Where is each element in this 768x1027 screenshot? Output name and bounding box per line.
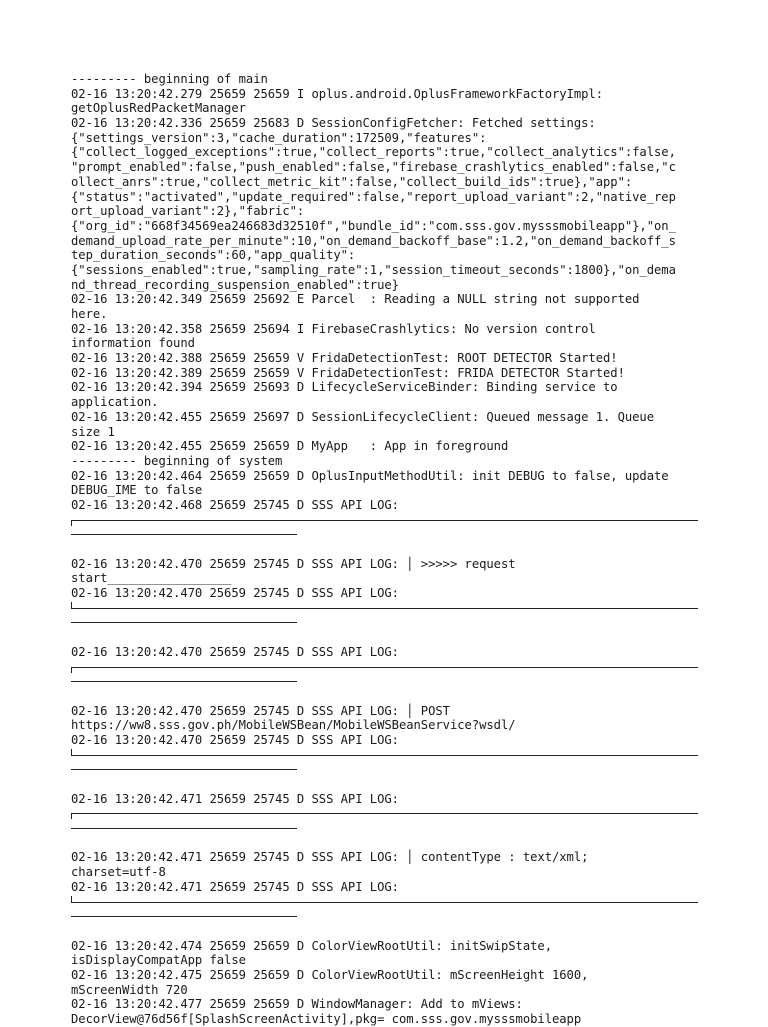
- log-line: 02-16 13:20:42.279 25659 25659 I oplus.android.OplusFrameworkFactoryImpl:: [71, 86, 603, 101]
- box-corner: [71, 749, 72, 755]
- log-line: --------- beginning of system: [71, 453, 283, 468]
- log-line: 02-16 13:20:42.470 25659 25745 D SSS API LOG: │ >>>>> request: [71, 556, 516, 571]
- border-continuation: [71, 762, 701, 777]
- log-output: [71, 72, 701, 1027]
- log-line: {"collect_logged_exceptions":true,"collect_reports":true,"collect_analytics":false,: [71, 145, 676, 160]
- log-line: https://ww8.sss.gov.ph/MobileWSBean/MobileWSBeanService?wsdl/: [71, 718, 516, 733]
- log-line: mScreenWidth 720: [71, 982, 188, 997]
- blank-line: [71, 689, 701, 704]
- log-line: 02-16 13:20:42.470 25659 25745 D SSS API LOG:: [71, 644, 399, 659]
- rule-line: [71, 902, 698, 903]
- box-bottom-border: [71, 748, 701, 763]
- log-line: size 1: [71, 424, 115, 439]
- log-line: 02-16 13:20:42.388 25659 25659 V FridaDetectionTest: ROOT DETECTOR Started!: [71, 351, 618, 366]
- log-line: 02-16 13:20:42.349 25659 25692 E Parcel : Reading a NULL string not supported: [71, 292, 640, 307]
- log-line: 02-16 13:20:42.394 25659 25693 D LifecycleServiceBinder: Binding service to: [71, 380, 618, 395]
- rule-line: [71, 667, 698, 668]
- rule-line: [71, 813, 698, 814]
- log-line: "prompt_enabled":false,"push_enabled":false,"firebase_crashlytics_enabled":false,"c: [71, 160, 676, 175]
- log-line: start_________________: [71, 571, 232, 586]
- log-line: 02-16 13:20:42.389 25659 25659 V FridaDetectionTest: FRIDA DETECTOR Started!: [71, 365, 625, 380]
- border-continuation: [71, 909, 701, 924]
- rule-line: [71, 608, 698, 609]
- log-line: tep_duration_seconds":60,"app_quality":: [71, 248, 356, 263]
- blank-line: [71, 836, 701, 851]
- log-line: 02-16 13:20:42.470 25659 25745 D SSS API LOG: │ POST: [71, 703, 450, 718]
- box-corner: [71, 602, 72, 608]
- box-top-border: [71, 513, 701, 528]
- log-line: application.: [71, 395, 159, 410]
- log-line: 02-16 13:20:42.470 25659 25745 D SSS API LOG:: [71, 732, 399, 747]
- box-corner: [71, 813, 72, 819]
- log-line: 02-16 13:20:42.358 25659 25694 I FirebaseCrashlytics: No version control: [71, 321, 596, 336]
- log-line: 02-16 13:20:42.470 25659 25745 D SSS API LOG:: [71, 586, 399, 601]
- rule-line: [71, 622, 297, 623]
- rule-line: [71, 520, 698, 521]
- log-line: DecorView@76d56f[SplashScreenActivity],pkg= com.sss.gov.mysssmobileapp: [71, 1012, 582, 1026]
- log-line: 02-16 13:20:42.471 25659 25745 D SSS API LOG:: [71, 791, 399, 806]
- log-line: nd_thread_recording_suspension_enabled":true}: [71, 277, 399, 292]
- log-line: {"sessions_enabled":true,"sampling_rate":1,"session_timeout_seconds":1800},"on_dema: [71, 262, 676, 277]
- rule-line: [71, 916, 297, 917]
- log-line: 02-16 13:20:42.468 25659 25745 D SSS API LOG:: [71, 497, 399, 512]
- log-line: 02-16 13:20:42.464 25659 25659 D OplusInputMethodUtil: init DEBUG to false, update: [71, 468, 669, 483]
- border-continuation: [71, 527, 701, 542]
- log-line: {"settings_version":3,"cache_duration":172509,"features":: [71, 130, 487, 145]
- blank-line: [71, 630, 701, 645]
- box-corner: [71, 520, 72, 526]
- log-line: here.: [71, 307, 108, 321]
- rule-line: [71, 534, 297, 535]
- rule-line: [71, 755, 698, 756]
- rule-line: [71, 828, 297, 829]
- box-bottom-border: [71, 895, 701, 910]
- border-continuation: [71, 615, 701, 630]
- log-line: 02-16 13:20:42.477 25659 25659 D WindowManager: Add to mViews:: [71, 997, 523, 1012]
- log-line: 02-16 13:20:42.455 25659 25659 D MyApp : App in foreground: [71, 439, 509, 454]
- log-line: ollect_anrs":true,"collect_metric_kit":false,"collect_build_ids":true},"app":: [71, 174, 633, 189]
- box-bottom-border: [71, 601, 701, 616]
- log-line: getOplusRedPacketManager: [71, 101, 246, 116]
- log-line: demand_upload_rate_per_minute":10,"on_demand_backoff_base":1.2,"on_demand_backoff_s: [71, 233, 676, 248]
- blank-line: [71, 542, 701, 557]
- box-corner: [71, 896, 72, 902]
- log-line: 02-16 13:20:42.336 25659 25683 D SessionConfigFetcher: Fetched settings:: [71, 116, 596, 131]
- log-line: --------- beginning of main: [71, 72, 268, 86]
- log-line: {"status":"activated","update_required":false,"report_upload_variant":2,"native_rep: [71, 189, 676, 204]
- rule-line: [71, 681, 297, 682]
- log-line: ort_upload_variant":2},"fabric":: [71, 204, 305, 219]
- log-line: 02-16 13:20:42.475 25659 25659 D ColorViewRootUtil: mScreenHeight 1600,: [71, 967, 589, 982]
- box-corner: [71, 667, 72, 673]
- log-line: charset=utf-8: [71, 865, 166, 880]
- log-line: 02-16 13:20:42.471 25659 25745 D SSS API LOG: │ contentType : text/xml;: [71, 850, 589, 865]
- log-line: 02-16 13:20:42.455 25659 25697 D SessionLifecycleClient: Queued message 1. Queue: [71, 409, 655, 424]
- box-top-border: [71, 806, 701, 821]
- border-continuation: [71, 674, 701, 689]
- log-line: DEBUG_IME to false: [71, 483, 203, 498]
- log-line: 02-16 13:20:42.474 25659 25659 D ColorViewRootUtil: initSwipState,: [71, 938, 552, 953]
- log-line: information found: [71, 336, 195, 351]
- log-line: {"org_id":"668f34569ea246683d32510f","bundle_id":"com.sss.gov.mysssmobileapp"},"on_: [71, 218, 676, 233]
- blank-line: [71, 777, 701, 792]
- rule-line: [71, 769, 297, 770]
- blank-line: [71, 924, 701, 939]
- log-line: isDisplayCompatApp false: [71, 953, 246, 968]
- log-line: 02-16 13:20:42.471 25659 25745 D SSS API LOG:: [71, 879, 399, 894]
- border-continuation: [71, 821, 701, 836]
- box-top-border: [71, 660, 701, 675]
